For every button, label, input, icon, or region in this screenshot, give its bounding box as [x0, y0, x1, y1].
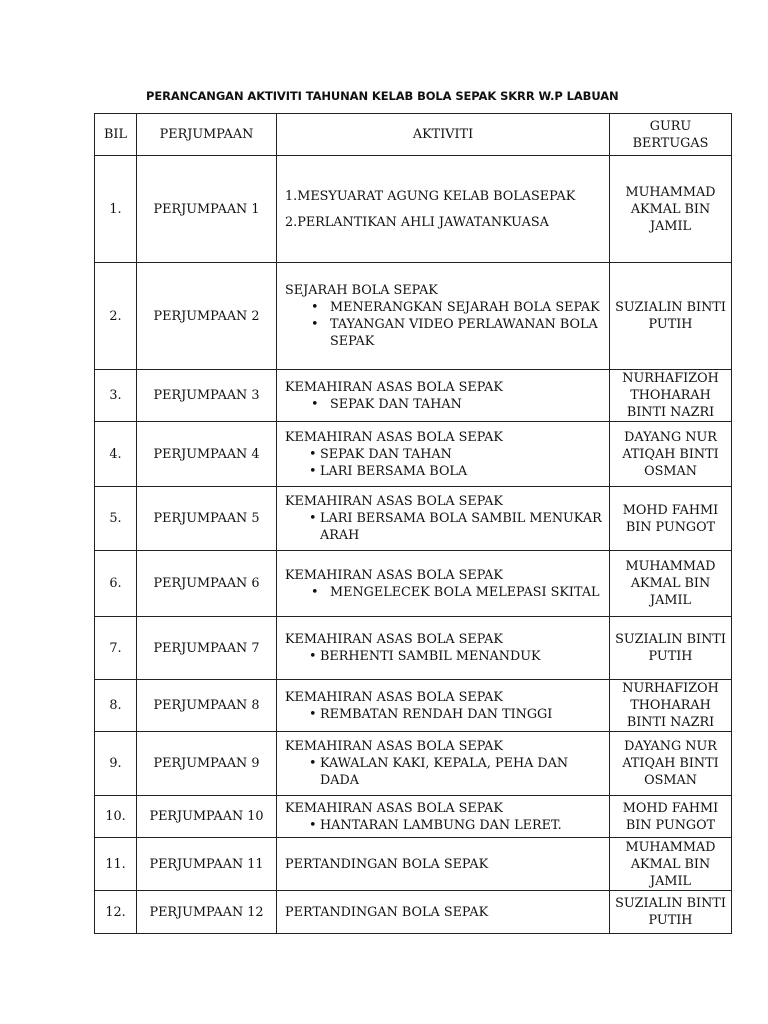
row-aktiviti — [277, 838, 610, 891]
row-aktiviti — [277, 891, 610, 934]
activity-heading: KEMAHIRAN ASAS BOLA SEPAK — [285, 379, 503, 395]
bullet-icon: • — [309, 463, 317, 479]
list-item — [285, 316, 605, 350]
activity-heading: KEMAHIRAN ASAS BOLA SEPAK — [285, 429, 503, 445]
row-perjumpaan: PERJUMPAAN 4 — [137, 422, 277, 487]
list-item — [285, 510, 605, 544]
row-aktiviti — [277, 263, 610, 370]
list-item — [285, 817, 605, 834]
row-bil: 3. — [95, 370, 137, 422]
table-row — [95, 732, 732, 796]
row-aktiviti — [277, 422, 610, 487]
row-guru: SUZIALIN BINTI PUTIH — [610, 263, 732, 370]
row-bil: 7. — [95, 617, 137, 680]
table-header-row — [95, 114, 732, 156]
list-item — [285, 299, 605, 316]
activity-heading: KEMAHIRAN ASAS BOLA SEPAK — [285, 567, 503, 583]
row-perjumpaan: PERJUMPAAN 7 — [137, 617, 277, 680]
activity-bullet-text: KAWALAN KAKI, KEPALA, PEHA DAN DADA — [320, 756, 569, 788]
row-guru: MUHAMMAD AKMAL BIN JAMIL — [610, 156, 732, 263]
header-bil: BIL — [95, 114, 137, 156]
table-row — [95, 156, 732, 263]
table-row — [95, 796, 732, 838]
row-perjumpaan: PERJUMPAAN 11 — [137, 838, 277, 891]
table-row — [95, 370, 732, 422]
row-aktiviti — [277, 732, 610, 796]
header-perjumpaan: PERJUMPAAN — [137, 114, 277, 156]
row-aktiviti — [277, 487, 610, 551]
row-aktiviti — [277, 156, 610, 263]
row-aktiviti — [277, 551, 610, 617]
row-bil: 8. — [95, 680, 137, 732]
table-row — [95, 891, 732, 934]
row-guru: SUZIALIN BINTI PUTIH — [610, 617, 732, 680]
bullet-icon: • — [309, 511, 317, 526]
activity-heading: KEMAHIRAN ASAS BOLA SEPAK — [285, 632, 503, 647]
row-perjumpaan: PERJUMPAAN 2 — [137, 263, 277, 370]
bullet-icon: • — [311, 584, 319, 600]
row-guru: MOHD FAHMI BIN PUNGOT — [610, 487, 732, 551]
activity-item: 1.MESYUARAT AGUNG KELAB BOLASEPAK — [285, 188, 576, 204]
header-guru-bertugas: GURU BERTUGAS — [610, 114, 732, 156]
table-row — [95, 551, 732, 617]
activity-heading: KEMAHIRAN ASAS BOLA SEPAK — [285, 739, 503, 754]
table-row — [95, 487, 732, 551]
bullet-icon: • — [311, 396, 319, 412]
row-perjumpaan: PERJUMPAAN 6 — [137, 551, 277, 617]
row-guru: DAYANG NUR ATIQAH BINTI OSMAN — [610, 732, 732, 796]
activity-bullet-text: MENERANGKAN SEJARAH BOLA SEPAK — [330, 300, 600, 315]
bullet-icon: • — [311, 317, 319, 332]
list-item — [285, 396, 605, 413]
row-bil: 10. — [95, 796, 137, 838]
activity-heading: KEMAHIRAN ASAS BOLA SEPAK — [285, 800, 503, 816]
row-bil: 12. — [95, 891, 137, 934]
document-title: PERANCANGAN AKTIVITI TAHUNAN KELAB BOLA SEPAK SKRR W.P LABUAN — [146, 89, 619, 103]
list-item — [285, 463, 605, 480]
activity-item: 2.PERLANTIKAN AHLI JAWATANKUASA — [285, 214, 549, 230]
activity-heading: PERTANDINGAN BOLA SEPAK — [285, 904, 489, 920]
activity-heading: SEJARAH BOLA SEPAK — [285, 283, 438, 298]
activity-bullet-text: MENGELECEK BOLA MELEPASI SKITAL — [330, 584, 600, 600]
row-bil: 5. — [95, 487, 137, 551]
bullet-icon: • — [309, 817, 317, 833]
row-guru: MOHD FAHMI BIN PUNGOT — [610, 796, 732, 838]
row-aktiviti — [277, 617, 610, 680]
list-item — [285, 648, 605, 665]
activity-plan-table — [94, 113, 732, 934]
activity-bullet-text: TAYANGAN VIDEO PERLAWANAN BOLA SEPAK — [330, 317, 598, 349]
activity-bullet-text: HANTARAN LAMBUNG DAN LERET. — [320, 817, 562, 833]
row-perjumpaan: PERJUMPAAN 8 — [137, 680, 277, 732]
header-aktiviti: AKTIVITI — [277, 114, 610, 156]
bullet-icon: • — [309, 649, 317, 664]
bullet-icon: • — [311, 300, 319, 315]
row-bil: 1. — [95, 156, 137, 263]
row-bil: 6. — [95, 551, 137, 617]
table-row — [95, 617, 732, 680]
row-perjumpaan: PERJUMPAAN 9 — [137, 732, 277, 796]
activity-bullet-text: SEPAK DAN TAHAN — [330, 396, 462, 412]
table-row — [95, 263, 732, 370]
row-bil: 11. — [95, 838, 137, 891]
activity-bullet-text: SEPAK DAN TAHAN — [320, 446, 452, 462]
row-guru: NURHAFIZOH THOHARAH BINTI NAZRI — [610, 680, 732, 732]
row-aktiviti — [277, 796, 610, 838]
row-guru: MUHAMMAD AKMAL BIN JAMIL — [610, 838, 732, 891]
activity-bullet-text: LARI BERSAMA BOLA — [320, 463, 468, 479]
bullet-icon: • — [309, 706, 317, 722]
bullet-icon: • — [309, 446, 317, 462]
row-perjumpaan: PERJUMPAAN 10 — [137, 796, 277, 838]
list-item — [285, 706, 605, 723]
row-guru: NURHAFIZOH THOHARAH BINTI NAZRI — [610, 370, 732, 422]
row-aktiviti — [277, 680, 610, 732]
row-perjumpaan: PERJUMPAAN 12 — [137, 891, 277, 934]
activity-bullet-text: REMBATAN RENDAH DAN TINGGI — [320, 706, 553, 722]
row-perjumpaan: PERJUMPAAN 1 — [137, 156, 277, 263]
activity-heading: PERTANDINGAN BOLA SEPAK — [285, 856, 489, 872]
row-perjumpaan: PERJUMPAAN 3 — [137, 370, 277, 422]
row-perjumpaan: PERJUMPAAN 5 — [137, 487, 277, 551]
list-item — [285, 584, 605, 601]
table-row — [95, 680, 732, 732]
activity-heading: KEMAHIRAN ASAS BOLA SEPAK — [285, 494, 503, 509]
row-bil: 4. — [95, 422, 137, 487]
row-bil: 2. — [95, 263, 137, 370]
table-row — [95, 422, 732, 487]
activity-heading: KEMAHIRAN ASAS BOLA SEPAK — [285, 689, 503, 705]
list-item — [285, 446, 605, 463]
activity-bullet-text: LARI BERSAMA BOLA SAMBIL MENUKAR ARAH — [320, 511, 602, 543]
row-guru: SUZIALIN BINTI PUTIH — [610, 891, 732, 934]
row-aktiviti — [277, 370, 610, 422]
table-row — [95, 838, 732, 891]
activity-bullet-text: BERHENTI SAMBIL MENANDUK — [320, 649, 541, 664]
list-item — [285, 755, 605, 789]
row-bil: 9. — [95, 732, 137, 796]
row-guru: DAYANG NUR ATIQAH BINTI OSMAN — [610, 422, 732, 487]
row-guru: MUHAMMAD AKMAL BIN JAMIL — [610, 551, 732, 617]
bullet-icon: • — [309, 756, 317, 771]
